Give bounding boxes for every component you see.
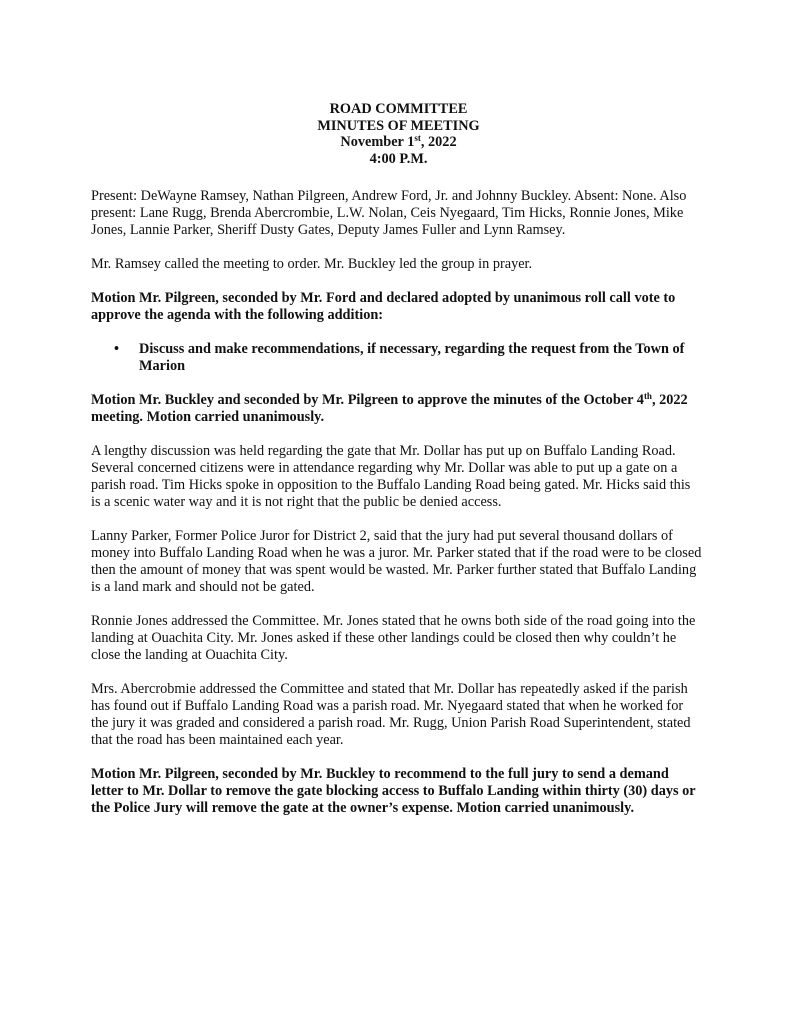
agenda-addition-text: Discuss and make recommendations, if necessary, regarding the request from the Town of Marion xyxy=(139,341,685,374)
meeting-date-ordinal: st xyxy=(414,133,421,143)
meeting-date-prefix: November 1 xyxy=(340,134,415,150)
agenda-motion-paragraph: Motion Mr. Pilgreen, seconded by Mr. Ford and declared adopted by unanimous roll call vote to approve the agenda with the following addition: xyxy=(91,290,676,323)
parker-statement-paragraph: Lanny Parker, Former Police Juror for District 2, said that the jury had put several thousand dollars of money into Buffalo Landing Road when he was a juror. Mr. Parker stated that if the road were to be closed then the amount of money that was spent would be wasted. Mr. Parker further stated that Buffalo Landing is a land mark and should not be gated. xyxy=(91,528,702,595)
abercrombie-statement-paragraph: Mrs. Abercrobmie addressed the Committee and stated that Mr. Dollar has repeatedly asked if the parish has found out if Buffalo Landing Road was a parish road. Mr. Nyegaard stated that when he worked for the jury it was graded and considered a parish road. Mr. Rugg, Union Parish Road Superintendent, stated that the road has been maintained each year. xyxy=(91,681,691,748)
document-page xyxy=(91,101,703,834)
agenda-addition-list xyxy=(91,341,703,375)
meeting-header xyxy=(91,101,703,167)
bullet-icon: • xyxy=(114,341,120,357)
jones-statement-paragraph: Ronnie Jones addressed the Committee. Mr. Jones stated that he owns both side of the road going into the landing at Ouachita City. Mr. Jones asked if these other landings could be closed then why couldn’t he close the landing at Ouachita City. xyxy=(91,613,696,663)
minutes-motion-ordinal: th xyxy=(643,391,652,401)
meeting-date xyxy=(94,134,703,151)
call-to-order-paragraph: Mr. Ramsey called the meeting to order. Mr. Buckley led the group in prayer. xyxy=(91,256,533,272)
minutes-motion-suffix: , 2022 meeting. Motion carried unanimously. xyxy=(91,392,688,425)
list-item xyxy=(91,341,703,375)
minutes-title: MINUTES OF MEETING xyxy=(317,117,480,134)
gate-discussion-paragraph: A lengthy discussion was held regarding the gate that Mr. Dollar has put up on Buffalo Landing Road. Several concerned citizens were in attendance regarding why Mr. Dollar was able to put up a gate on a parish road. Tim Hicks spoke in opposition to the Buffalo Landing Road being gated. Mr. Hicks said this is a scenic water way and it is not right that the public be denied access. xyxy=(91,443,691,510)
attendance-paragraph: Present: DeWayne Ramsey, Nathan Pilgreen, Andrew Ford, Jr. and Johnny Buckley. Absent: None. Also present: Lane Rugg, Brenda Abercrombie, L.W. Nolan, Ceis Nyegaard, Tim Hicks, Ronnie Jones, Mike Jones, Lannie Parker, Sheriff Dusty Gates, Deputy James Fuller and Lynn Ramsey. xyxy=(91,188,687,238)
meeting-time: 4:00 P.M. xyxy=(369,150,428,167)
minutes-motion-prefix: Motion Mr. Buckley and seconded by Mr. Pilgreen to approve the minutes of the October 4 xyxy=(91,392,644,408)
demand-letter-motion-paragraph: Motion Mr. Pilgreen, seconded by Mr. Buckley to recommend to the full jury to send a demand letter to Mr. Dollar to remove the gate blocking access to Buffalo Landing within thirty (30) days or the Police Jury will remove the gate at the owner’s expense. Motion carried unanimously. xyxy=(91,766,696,816)
meeting-date-year: , 2022 xyxy=(420,134,457,150)
minutes-approval-motion xyxy=(91,392,703,426)
committee-title: ROAD COMMITTEE xyxy=(329,101,468,117)
